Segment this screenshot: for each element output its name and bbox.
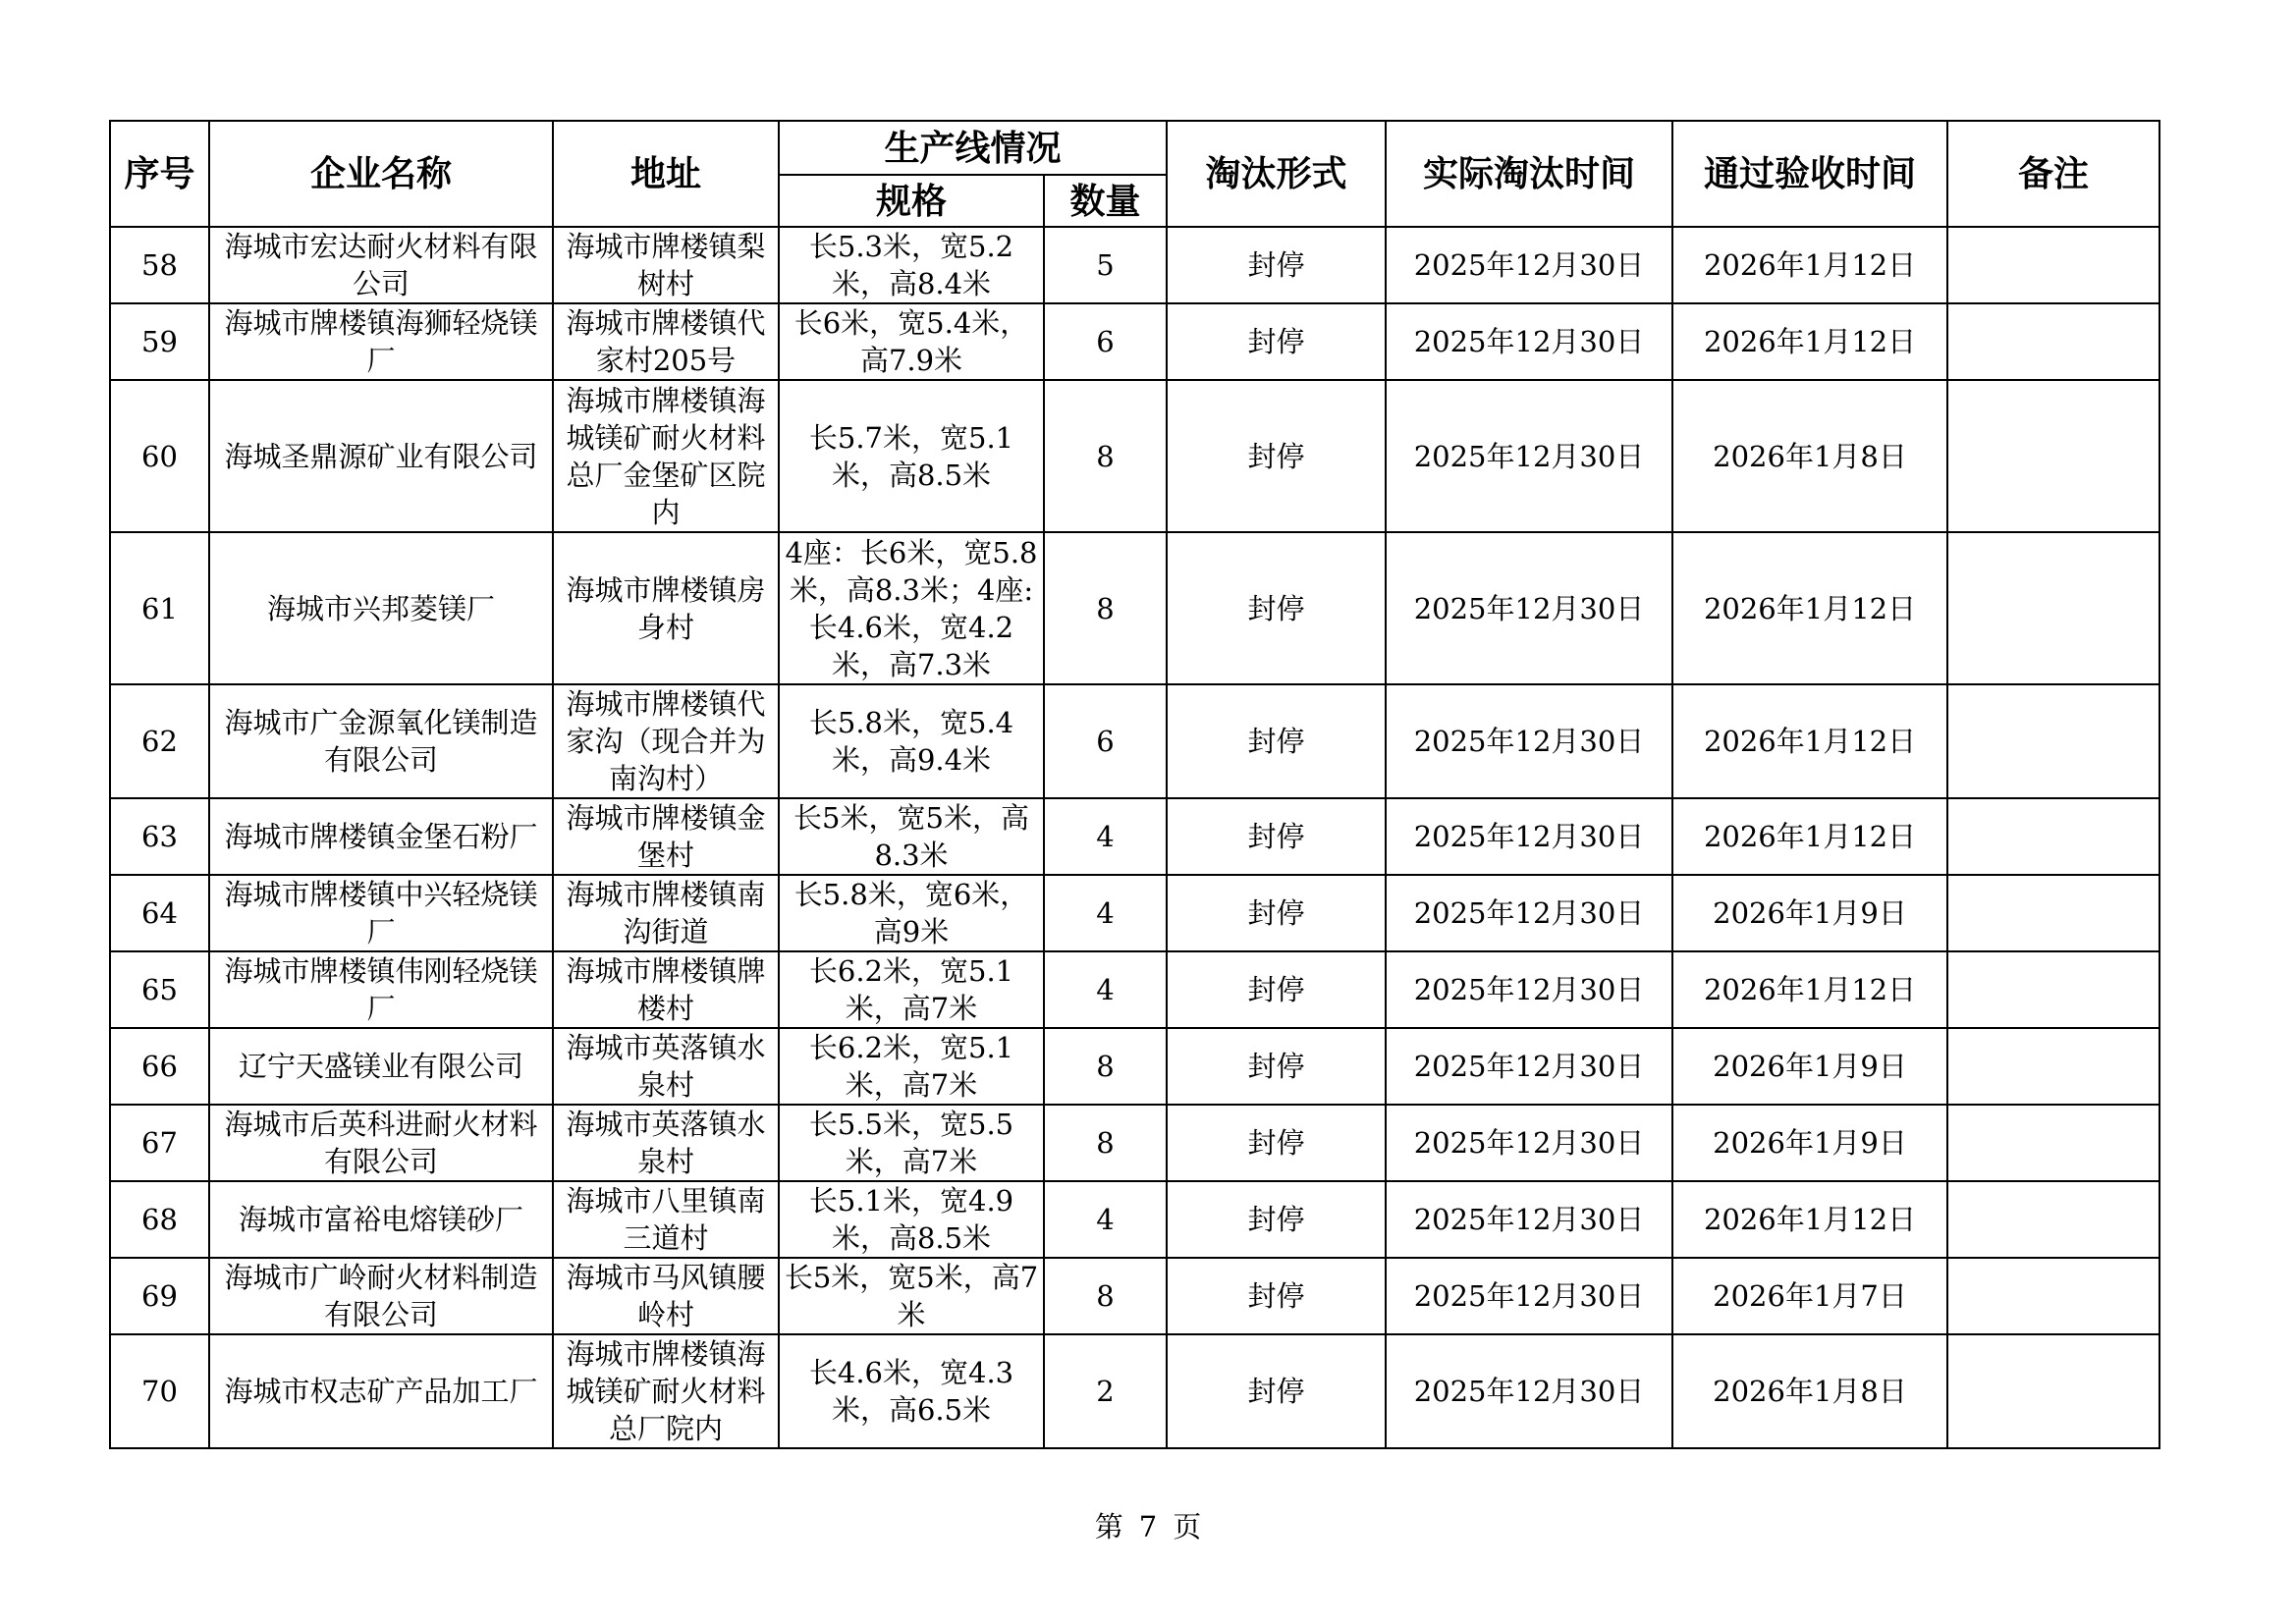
cell-address: 海城市马风镇腰岭村 <box>553 1258 779 1334</box>
cell-address: 海城市牌楼镇梨树村 <box>553 227 779 303</box>
header-line-group: 生产线情况 <box>779 121 1167 175</box>
cell-remark <box>1947 1028 2159 1105</box>
cell-accept-time: 2026年1月12日 <box>1672 303 1947 380</box>
header-actual-time: 实际淘汰时间 <box>1386 121 1672 227</box>
page-footer <box>0 1505 2296 1545</box>
cell-spec: 长5.7米，宽5.1米，高8.5米 <box>779 380 1044 532</box>
cell-actual-time: 2025年12月30日 <box>1386 684 1672 798</box>
cell-accept-time: 2026年1月12日 <box>1672 798 1947 875</box>
cell-actual-time: 2025年12月30日 <box>1386 875 1672 951</box>
cell-actual-time: 2025年12月30日 <box>1386 1105 1672 1181</box>
header-company: 企业名称 <box>209 121 553 227</box>
cell-remark <box>1947 1105 2159 1181</box>
cell-seq: 65 <box>110 951 209 1028</box>
cell-address: 海城市牌楼镇金堡村 <box>553 798 779 875</box>
table-row <box>110 1105 2159 1181</box>
cell-actual-time: 2025年12月30日 <box>1386 1258 1672 1334</box>
table-row <box>110 684 2159 798</box>
cell-address: 海城市牌楼镇海城镁矿耐火材料总厂院内 <box>553 1334 779 1448</box>
cell-address: 海城市牌楼镇牌楼村 <box>553 951 779 1028</box>
cell-spec: 长5.5米，宽5.5米，高7米 <box>779 1105 1044 1181</box>
cell-quantity: 2 <box>1044 1334 1167 1448</box>
table-body <box>110 227 2159 1448</box>
header-address: 地址 <box>553 121 779 227</box>
cell-remark <box>1947 1258 2159 1334</box>
cell-form: 封停 <box>1167 1028 1386 1105</box>
cell-seq: 59 <box>110 303 209 380</box>
header-quantity: 数量 <box>1044 175 1167 227</box>
cell-remark <box>1947 532 2159 684</box>
cell-actual-time: 2025年12月30日 <box>1386 532 1672 684</box>
cell-company: 海城市权志矿产品加工厂 <box>209 1334 553 1448</box>
cell-accept-time: 2026年1月7日 <box>1672 1258 1947 1334</box>
cell-actual-time: 2025年12月30日 <box>1386 798 1672 875</box>
cell-actual-time: 2025年12月30日 <box>1386 1334 1672 1448</box>
cell-form: 封停 <box>1167 684 1386 798</box>
cell-accept-time: 2026年1月12日 <box>1672 684 1947 798</box>
cell-actual-time: 2025年12月30日 <box>1386 380 1672 532</box>
cell-spec: 长6.2米，宽5.1米，高7米 <box>779 1028 1044 1105</box>
table-row <box>110 1334 2159 1448</box>
cell-spec: 长5米，宽5米，高7米 <box>779 1258 1044 1334</box>
cell-address: 海城市牌楼镇房身村 <box>553 532 779 684</box>
cell-seq: 63 <box>110 798 209 875</box>
cell-company: 海城市富裕电熔镁砂厂 <box>209 1181 553 1258</box>
cell-company: 海城市广岭耐火材料制造有限公司 <box>209 1258 553 1334</box>
header-seq: 序号 <box>110 121 209 227</box>
cell-seq: 68 <box>110 1181 209 1258</box>
table-row <box>110 303 2159 380</box>
cell-accept-time: 2026年1月8日 <box>1672 380 1947 532</box>
cell-remark <box>1947 380 2159 532</box>
cell-company: 海城市牌楼镇伟刚轻烧镁厂 <box>209 951 553 1028</box>
cell-seq: 58 <box>110 227 209 303</box>
cell-remark <box>1947 875 2159 951</box>
table-row <box>110 227 2159 303</box>
cell-spec: 长6.2米，宽5.1米，高7米 <box>779 951 1044 1028</box>
cell-seq: 66 <box>110 1028 209 1105</box>
cell-company: 辽宁天盛镁业有限公司 <box>209 1028 553 1105</box>
cell-form: 封停 <box>1167 798 1386 875</box>
cell-actual-time: 2025年12月30日 <box>1386 227 1672 303</box>
cell-quantity: 8 <box>1044 1258 1167 1334</box>
cell-spec: 长5米，宽5米，高8.3米 <box>779 798 1044 875</box>
cell-address: 海城市英落镇水泉村 <box>553 1105 779 1181</box>
cell-spec: 长6米，宽5.4米，高7.9米 <box>779 303 1044 380</box>
cell-quantity: 4 <box>1044 1181 1167 1258</box>
cell-accept-time: 2026年1月12日 <box>1672 1181 1947 1258</box>
cell-remark <box>1947 684 2159 798</box>
cell-company: 海城圣鼎源矿业有限公司 <box>209 380 553 532</box>
table-row <box>110 1258 2159 1334</box>
cell-remark <box>1947 798 2159 875</box>
cell-form: 封停 <box>1167 1105 1386 1181</box>
cell-address: 海城市牌楼镇代家沟（现合并为南沟村） <box>553 684 779 798</box>
cell-spec: 长5.3米，宽5.2米，高8.4米 <box>779 227 1044 303</box>
cell-actual-time: 2025年12月30日 <box>1386 303 1672 380</box>
cell-seq: 67 <box>110 1105 209 1181</box>
cell-company: 海城市牌楼镇中兴轻烧镁厂 <box>209 875 553 951</box>
cell-remark <box>1947 1334 2159 1448</box>
table-header <box>110 121 2159 227</box>
cell-spec: 长5.8米，宽6米，高9米 <box>779 875 1044 951</box>
cell-quantity: 4 <box>1044 951 1167 1028</box>
cell-form: 封停 <box>1167 1181 1386 1258</box>
cell-company: 海城市牌楼镇海狮轻烧镁厂 <box>209 303 553 380</box>
cell-spec: 长5.1米，宽4.9米，高8.5米 <box>779 1181 1044 1258</box>
cell-form: 封停 <box>1167 532 1386 684</box>
cell-accept-time: 2026年1月9日 <box>1672 1028 1947 1105</box>
cell-form: 封停 <box>1167 1258 1386 1334</box>
cell-actual-time: 2025年12月30日 <box>1386 951 1672 1028</box>
header-accept-time: 通过验收时间 <box>1672 121 1947 227</box>
cell-quantity: 8 <box>1044 532 1167 684</box>
cell-company: 海城市牌楼镇金堡石粉厂 <box>209 798 553 875</box>
cell-form: 封停 <box>1167 303 1386 380</box>
table-row <box>110 1028 2159 1105</box>
cell-quantity: 5 <box>1044 227 1167 303</box>
cell-seq: 70 <box>110 1334 209 1448</box>
cell-quantity: 8 <box>1044 1028 1167 1105</box>
cell-accept-time: 2026年1月12日 <box>1672 532 1947 684</box>
cell-address: 海城市牌楼镇代家村205号 <box>553 303 779 380</box>
footer-prefix: 第 <box>1094 1510 1123 1543</box>
cell-remark <box>1947 951 2159 1028</box>
cell-accept-time: 2026年1月9日 <box>1672 875 1947 951</box>
cell-quantity: 6 <box>1044 303 1167 380</box>
table-row <box>110 532 2159 684</box>
header-remark: 备注 <box>1947 121 2159 227</box>
footer-suffix: 页 <box>1173 1510 1202 1543</box>
cell-seq: 64 <box>110 875 209 951</box>
cell-accept-time: 2026年1月12日 <box>1672 227 1947 303</box>
cell-form: 封停 <box>1167 1334 1386 1448</box>
cell-spec: 4座：长6米，宽5.8米，高8.3米；4座:长4.6米，宽4.2米，高7.3米 <box>779 532 1044 684</box>
cell-company: 海城市后英科进耐火材料有限公司 <box>209 1105 553 1181</box>
cell-form: 封停 <box>1167 951 1386 1028</box>
elimination-table <box>109 120 2160 1449</box>
cell-form: 封停 <box>1167 380 1386 532</box>
cell-remark <box>1947 1181 2159 1258</box>
table-row <box>110 380 2159 532</box>
cell-quantity: 4 <box>1044 798 1167 875</box>
table-row <box>110 951 2159 1028</box>
cell-seq: 69 <box>110 1258 209 1334</box>
cell-address: 海城市八里镇南三道村 <box>553 1181 779 1258</box>
cell-quantity: 8 <box>1044 1105 1167 1181</box>
cell-actual-time: 2025年12月30日 <box>1386 1028 1672 1105</box>
cell-remark <box>1947 303 2159 380</box>
cell-accept-time: 2026年1月8日 <box>1672 1334 1947 1448</box>
cell-address: 海城市牌楼镇南沟街道 <box>553 875 779 951</box>
cell-seq: 60 <box>110 380 209 532</box>
page-number: 7 <box>1138 1510 1158 1543</box>
cell-company: 海城市兴邦菱镁厂 <box>209 532 553 684</box>
cell-spec: 长4.6米，宽4.3米，高6.5米 <box>779 1334 1044 1448</box>
cell-actual-time: 2025年12月30日 <box>1386 1181 1672 1258</box>
cell-quantity: 6 <box>1044 684 1167 798</box>
cell-company: 海城市宏达耐火材料有限公司 <box>209 227 553 303</box>
cell-seq: 61 <box>110 532 209 684</box>
cell-form: 封停 <box>1167 227 1386 303</box>
cell-company: 海城市广金源氧化镁制造有限公司 <box>209 684 553 798</box>
cell-quantity: 8 <box>1044 380 1167 532</box>
cell-quantity: 4 <box>1044 875 1167 951</box>
cell-accept-time: 2026年1月12日 <box>1672 951 1947 1028</box>
table-row <box>110 875 2159 951</box>
table-row <box>110 798 2159 875</box>
table-row <box>110 1181 2159 1258</box>
header-form: 淘汰形式 <box>1167 121 1386 227</box>
header-spec: 规格 <box>779 175 1044 227</box>
cell-address: 海城市牌楼镇海城镁矿耐火材料总厂金堡矿区院内 <box>553 380 779 532</box>
cell-accept-time: 2026年1月9日 <box>1672 1105 1947 1181</box>
cell-seq: 62 <box>110 684 209 798</box>
cell-remark <box>1947 227 2159 303</box>
cell-address: 海城市英落镇水泉村 <box>553 1028 779 1105</box>
cell-spec: 长5.8米，宽5.4米，高9.4米 <box>779 684 1044 798</box>
cell-form: 封停 <box>1167 875 1386 951</box>
